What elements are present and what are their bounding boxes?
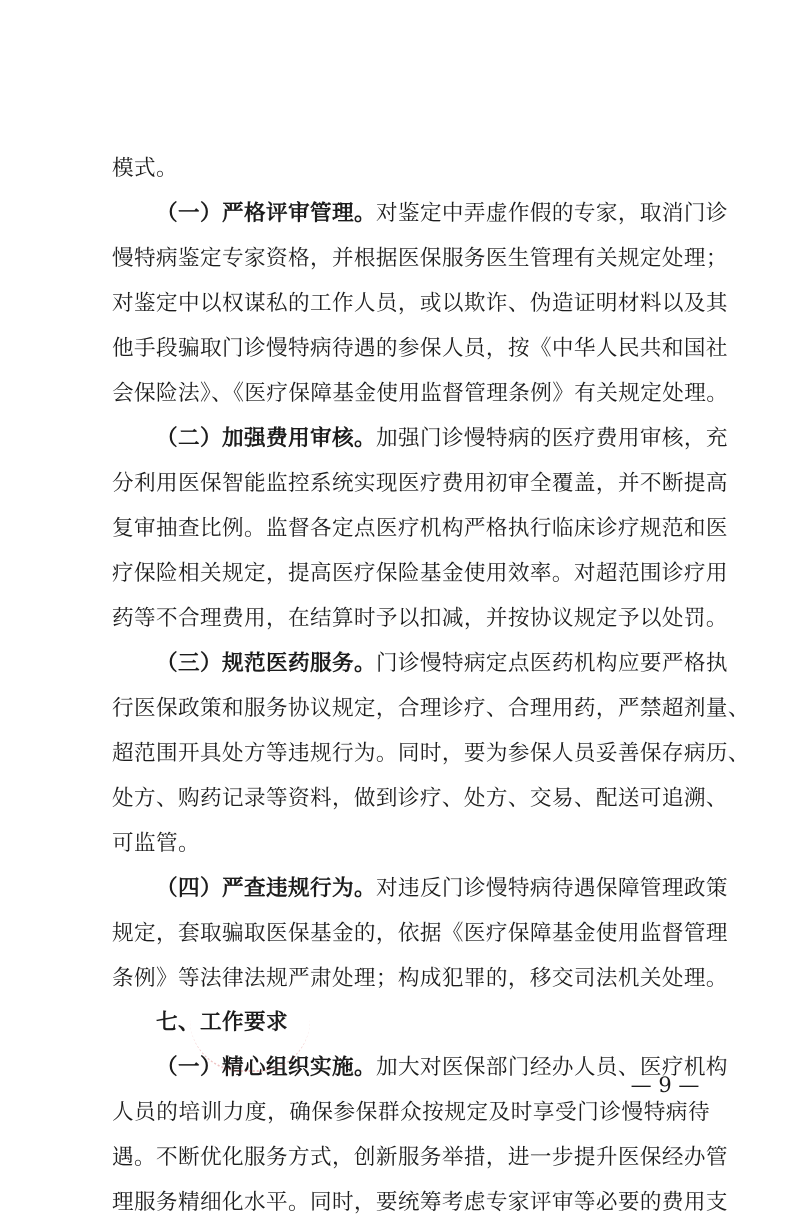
text-span: 遇。不断优化服务方式，创新服务举措，进一步提升医保经办管 — [112, 1145, 728, 1170]
text-span: 复审抽查比例。监督各定点医疗机构严格执行临床诊疗规范和医 — [112, 516, 728, 541]
text-span: 药等不合理费用，在结算时予以扣减，并按协议规定予以处罚。 — [112, 606, 728, 631]
text-line — [112, 1180, 728, 1225]
text-line — [112, 371, 729, 416]
text-span: 他手段骗取门诊慢特病待遇的参保人员，按《中华人民共和国社 — [112, 336, 728, 361]
text-line — [112, 146, 710, 191]
text-line — [112, 551, 728, 596]
text-line — [112, 776, 728, 821]
text-span: 加强门诊慢特病的医疗费用审核，充 — [375, 426, 728, 451]
section-one-line — [112, 191, 728, 236]
text-span: 行医保政策和服务协议规定，合理诊疗、合理用药，严禁超剂量、 — [112, 696, 750, 721]
section-marker: （二） — [156, 426, 222, 451]
section-marker: （四） — [156, 876, 222, 901]
section-marker: （一） — [156, 1055, 222, 1080]
body-text — [112, 146, 750, 1225]
text-span: 理服务精细化水平。同时，要统筹考虑专家评审等必要的费用支 — [112, 1190, 728, 1215]
chapter-heading: 七、工作要求 — [156, 1010, 288, 1035]
text-line — [112, 956, 728, 1001]
section-two-line — [112, 416, 728, 461]
text-span: 处方、购药记录等资料，做到诊疗、处方、交易、配送可追溯、 — [112, 786, 728, 811]
text-span: 超范围开具处方等违规行为。同时，要为参保人员妥善保存病历、 — [112, 741, 750, 766]
section-marker: （三） — [156, 651, 222, 676]
text-span: 慢特病鉴定专家资格，并根据医保服务医生管理有关规定处理； — [112, 246, 728, 271]
text-line — [112, 1135, 728, 1180]
text-line — [112, 326, 728, 371]
text-line — [112, 731, 750, 776]
section-title: 精心组织实施。 — [221, 1055, 376, 1080]
text-line — [112, 506, 728, 551]
section-title: 加强费用审核。 — [221, 426, 376, 451]
text-span: 加大对医保部门经办人员、医疗机构 — [375, 1055, 728, 1080]
text-line — [112, 281, 728, 326]
text-span: 会保险法》、《医疗保障基金使用监督管理条例》有关规定处理。 — [112, 381, 729, 406]
text-span: 可监管。 — [112, 831, 200, 856]
text-line — [112, 686, 750, 731]
text-line — [112, 461, 728, 506]
text-span: 对违反门诊慢特病待遇保障管理政策 — [375, 876, 728, 901]
section-marker: （一） — [156, 201, 222, 226]
text-span: 疗保险相关规定，提高医疗保险基金使用效率。对超范围诊疗用 — [112, 561, 728, 586]
text-line — [112, 236, 728, 281]
section-three-line — [112, 641, 728, 686]
section-title: 严格评审管理。 — [221, 201, 376, 226]
text-span: 条例》等法律法规严肃处理；构成犯罪的，移交司法机关处理。 — [112, 966, 728, 991]
text-line — [112, 596, 728, 641]
text-span: 人员的培训力度，确保参保群众按规定及时享受门诊慢特病待 — [112, 1100, 710, 1125]
text-line — [112, 911, 728, 956]
text-span: 对鉴定中弄虚作假的专家，取消门诊 — [375, 201, 728, 226]
text-span: 对鉴定中以权谋私的工作人员，或以欺诈、伪造证明材料以及其 — [112, 291, 728, 316]
section-title: 严查违规行为。 — [221, 876, 376, 901]
text-span: 模式。 — [112, 156, 178, 181]
text-span: 规定，套取骗取医保基金的，依据《医疗保障基金使用监督管理 — [112, 921, 728, 946]
text-span: 门诊慢特病定点医药机构应要严格执 — [375, 651, 728, 676]
page-number: — 9 — — [630, 1073, 700, 1097]
text-line — [112, 821, 710, 866]
text-span: 分利用医保智能监控系统实现医疗费用初审全覆盖，并不断提高 — [112, 471, 728, 496]
section-four-line — [112, 866, 728, 911]
section-title: 规范医药服务。 — [221, 651, 376, 676]
